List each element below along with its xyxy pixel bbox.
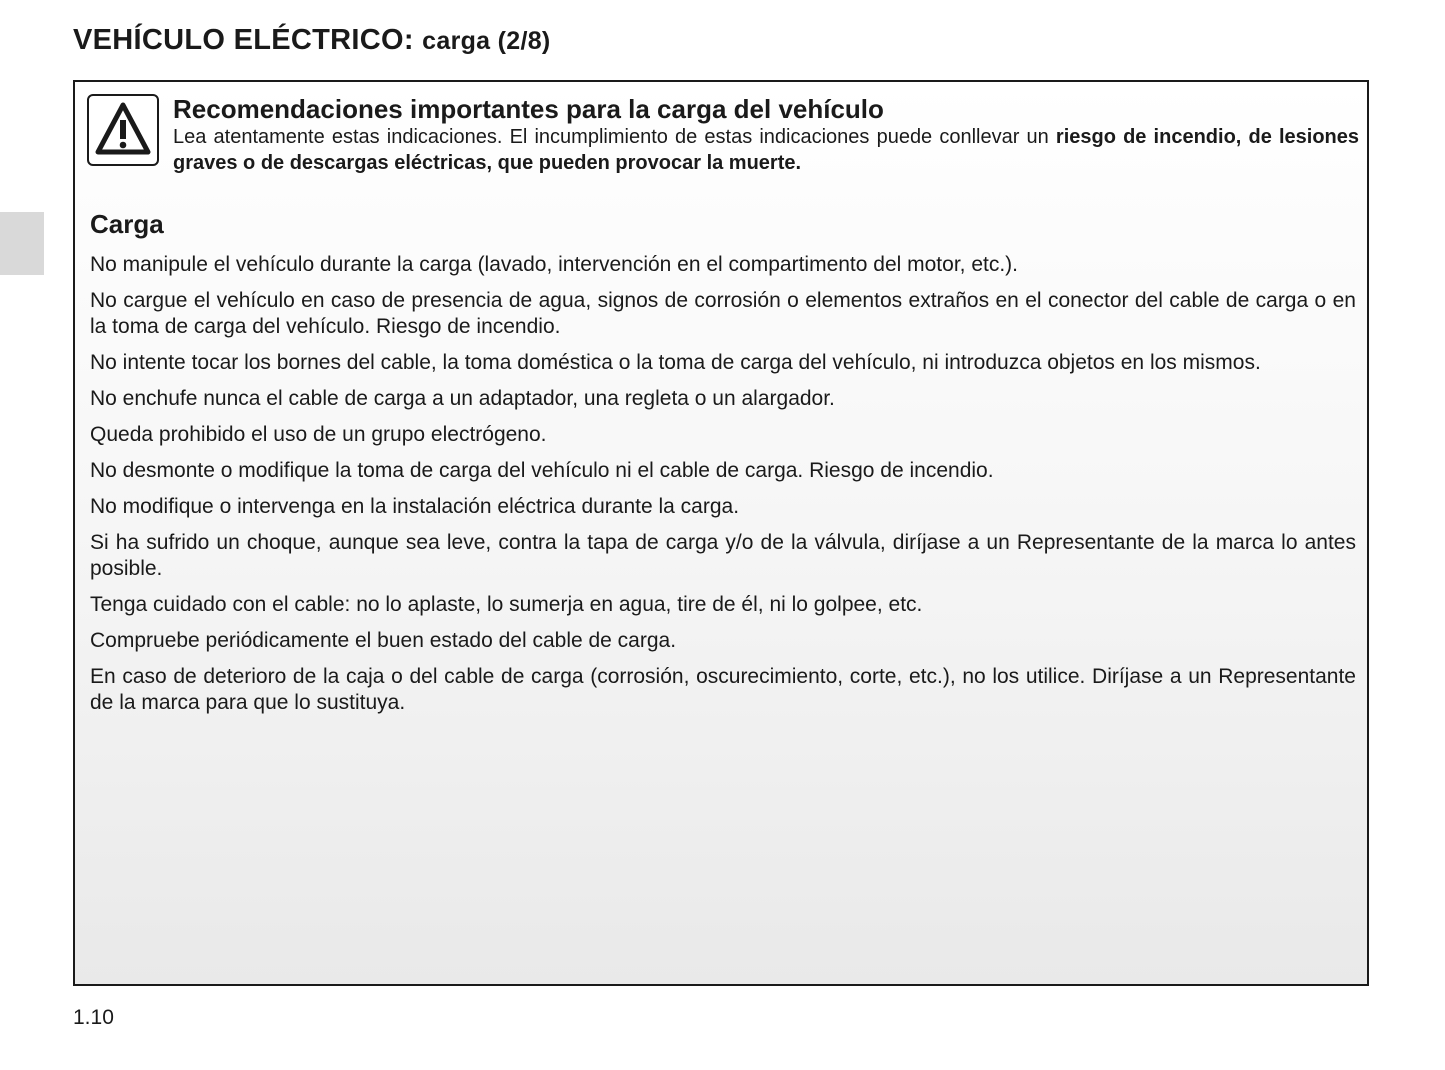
chapter-tab-marker [0, 212, 44, 275]
paragraph: No modifique o intervenga en la instalación eléctrica durante la carga. [90, 495, 740, 518]
page-title-sub: carga (2/8) [422, 27, 551, 55]
paragraph-list [90, 252, 1356, 726]
paragraph: No enchufe nunca el cable de carga a un adaptador, una regleta o un alargador. [90, 387, 835, 410]
paragraph: Tenga cuidado con el cable: no lo aplaste, lo sumerja en agua, tire de él, ni lo golpee, etc. [90, 593, 923, 616]
warning-box [73, 80, 1369, 986]
section-heading: Carga [90, 209, 164, 239]
warning-text [173, 124, 1359, 176]
paragraph: Si ha sufrido un choque, aunque sea leve, contra la tapa de carga y/o de la válvula, diríjase a un Representante de la marca lo antes posible. [90, 531, 1356, 580]
warning-heading: Recomendaciones importantes para la carga del vehículo [173, 94, 884, 124]
paragraph: No manipule el vehículo durante la carga (lavado, intervención en el compartimento del motor, etc.). [90, 253, 1018, 276]
warning-text-plain: Lea atentamente estas indicaciones. El incumplimiento de estas indicaciones puede conllevar un [173, 126, 1056, 148]
paragraph: Compruebe periódicamente el buen estado del cable de carga. [90, 629, 677, 652]
page-number: 1.10 [73, 1006, 114, 1029]
paragraph: En caso de deterioro de la caja o del cable de carga (corrosión, oscurecimiento, corte, etc.), no los utilice. Diríjase a un Representante de la marca para que lo sustituya. [90, 665, 1356, 714]
paragraph: No intente tocar los bornes del cable, la toma doméstica o la toma de carga del vehículo, ni introduzca objetos en los mismos. [90, 351, 1261, 374]
page-title [73, 24, 551, 57]
paragraph: Queda prohibido el uso de un grupo electrógeno. [90, 423, 547, 446]
warning-triangle-icon [87, 94, 159, 166]
paragraph: No desmonte o modifique la toma de carga del vehículo ni el cable de carga. Riesgo de incendio. [90, 459, 994, 482]
warning-text-bold: riesgo de incendio, de lesiones graves o de descargas eléctricas, que pueden provocar la muerte. [173, 126, 1360, 174]
page-title-main: VEHÍCULO ELÉCTRICO: [73, 24, 423, 56]
paragraph: No cargue el vehículo en caso de presencia de agua, signos de corrosión o elementos extraños en el conector del cable de carga o en la toma de carga del vehículo. Riesgo de incendio. [90, 289, 1356, 338]
